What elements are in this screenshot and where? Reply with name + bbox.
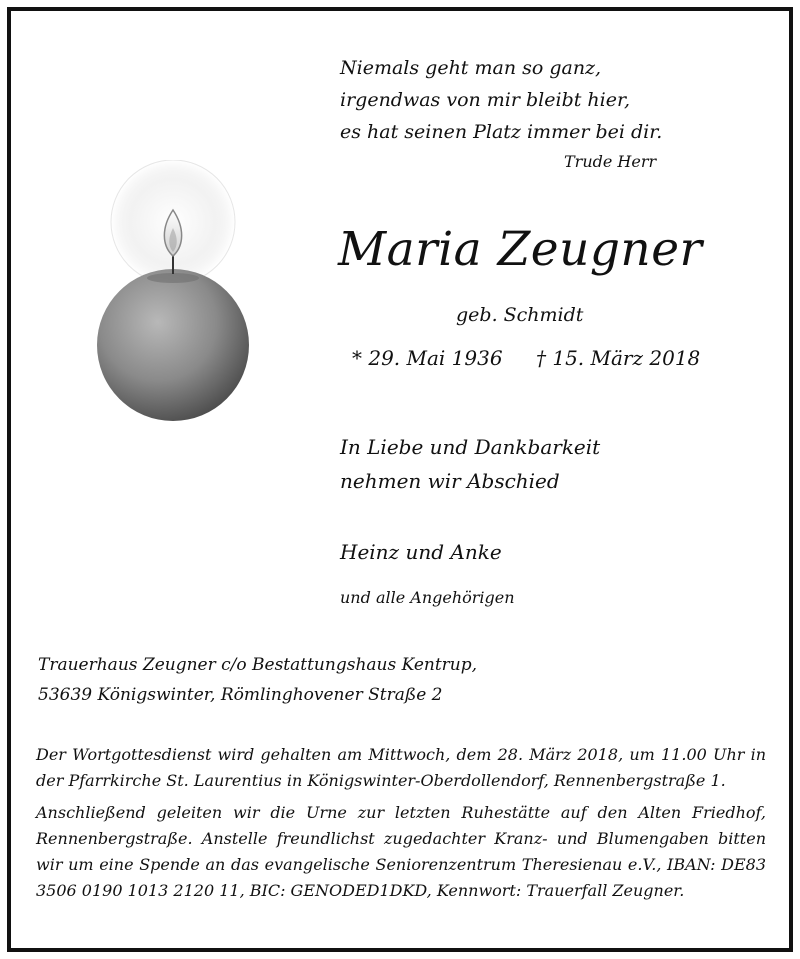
birth-date: * 29. Mai 1936 — [352, 346, 503, 370]
poem-line: es hat seinen Platz immer bei dir. — [340, 121, 663, 143]
service-info — [36, 742, 766, 910]
deceased-name: Maria Zeugner — [338, 222, 703, 277]
candle-icon — [88, 160, 258, 430]
service-paragraph: Der Wortgottesdienst wird gehalten am Mittwoch, dem 28. März 2018, um 11.00 Uhr in der Pfarrkirche St. Laurentius in Königswinter-Oberdollendorf, Rennenbergstraße 1. — [36, 745, 766, 790]
donation-paragraph: Anschließend geleiten wir die Urne zur letzten Ruhestätte auf den Alten Friedhof, Rennenbergstraße. Anstelle freundlichst zugedachter Kranz- und Blumengaben bitten wir um eine Spende an das evangelische Seniorenzentrum Theresienau e.V., IBAN: DE83 3506 0190 1013 2120 11, BIC: GENODED1DKD, Kennwort: Trauerfall Zeugner. — [36, 803, 766, 900]
address-line: Trauerhaus Zeugner c/o Bestattungshaus Kentrup, — [38, 655, 478, 675]
maiden-name: geb. Schmidt — [456, 304, 584, 326]
poem-line: irgendwas von mir bleibt hier, — [340, 89, 631, 111]
poem-author: Trude Herr — [564, 152, 657, 171]
poem-line: Niemals geht man so ganz, — [340, 57, 602, 79]
mourner-names: Heinz und Anke — [340, 540, 502, 564]
relatives-text: und alle Angehörigen — [340, 588, 515, 607]
mourning-house-address — [38, 650, 477, 710]
death-date: † 15. März 2018 — [536, 346, 701, 370]
farewell-text — [340, 430, 600, 498]
address-line: 53639 Königswinter, Römlinghovener Straße 2 — [38, 685, 443, 705]
farewell-line: In Liebe und Dankbarkeit — [340, 435, 601, 459]
farewell-line: nehmen wir Abschied — [340, 469, 560, 493]
poem — [340, 52, 662, 148]
